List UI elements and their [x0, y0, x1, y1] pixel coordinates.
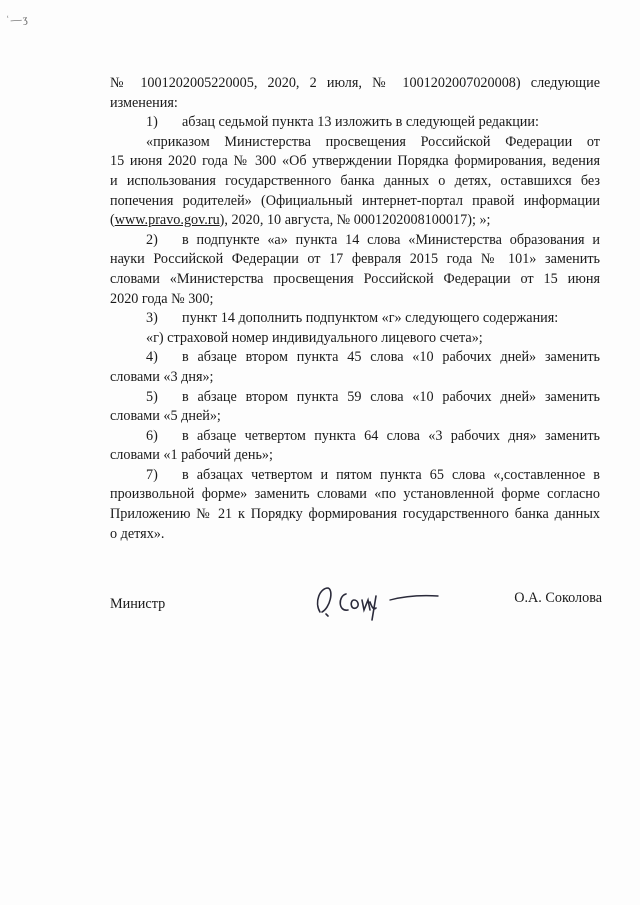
body-line: № 1001202005220005, 2020, 2 июля, № 1001202007020008) следующие	[110, 75, 600, 91]
list-item-text: в абзаце втором пункта 45 слова «10 рабочих дней» заменить	[182, 349, 600, 366]
signature-block	[110, 580, 602, 620]
corner-handwritten-mark: ʿ—ʒ	[5, 13, 29, 27]
list-item-5	[110, 388, 600, 408]
list-item-number: 1)	[146, 114, 158, 131]
paren-text: (	[110, 212, 115, 229]
list-item-3	[110, 309, 600, 329]
body-line: 2020 года № 300;	[110, 290, 214, 307]
body-line: о детях».	[110, 525, 165, 542]
body-line: произвольной форме» заменить словами «по установленной форме согласно	[110, 486, 600, 503]
body-line: попечения родителей» (Официальный интернет-портал правой информации	[110, 192, 600, 209]
list-item-number: 4)	[146, 349, 158, 366]
body-line: словами «1 рабочий день»;	[110, 447, 273, 464]
list-item-text: в абзаце втором пункта 59 слова «10 рабочих дней» заменить	[182, 388, 600, 405]
signatory-name: О.А. Соколова	[514, 590, 602, 606]
signatory-title: Министр	[110, 596, 166, 612]
body-line: «приказом Министерства просвещения Российской Федерации от	[146, 133, 600, 150]
list-item-text: в абзаце четвертом пункта 64 слова «3 рабочих дня» заменить	[182, 427, 600, 444]
document-body	[110, 74, 600, 544]
list-item-1	[110, 113, 600, 133]
body-line: Приложению № 21 к Порядку формирования государственного банка данных	[110, 506, 600, 523]
list-item-6	[110, 427, 600, 447]
list-item-text: в абзацах четвертом и пятом пункта 65 слова «,составленное в	[182, 466, 600, 483]
body-line: и использования государственного банка данных о детях, оставшихся без	[110, 172, 600, 189]
body-line: науки Российской Федерации от 17 февраля 2015 года № 101» заменить	[110, 251, 600, 268]
body-line: изменения:	[110, 94, 178, 111]
list-item-text: абзац седьмой пункта 13 изложить в следующей редакции:	[182, 114, 539, 131]
source-link[interactable]: www.pravo.gov.ru	[114, 212, 220, 229]
list-item-4	[110, 348, 600, 368]
list-item-2	[110, 231, 600, 251]
body-line	[110, 211, 600, 231]
list-item-number: 6)	[146, 427, 158, 444]
body-line: словами «Министерства просвещения Российской Федерации от 15 июня	[110, 270, 600, 287]
list-item-number: 5)	[146, 388, 158, 405]
list-item-text: в подпункте «а» пункта 14 слова «Министерства образования и	[182, 231, 600, 248]
body-text: ), 2020, 10 августа, № 0001202008100017); »;	[219, 212, 491, 229]
body-line: «г) страховой номер индивидуального лицевого счета»;	[146, 329, 483, 346]
list-item-text: пункт 14 дополнить подпунктом «г» следующего содержания:	[182, 310, 559, 327]
body-line: 15 июня 2020 года № 300 «Об утверждении Порядка формирования, ведения	[110, 153, 600, 170]
list-item-7	[110, 466, 600, 486]
body-line: словами «3 дня»;	[110, 368, 214, 385]
list-item-number: 3)	[146, 310, 158, 327]
handwritten-signature	[310, 578, 440, 622]
list-item-number: 2)	[146, 231, 158, 248]
body-line: словами «5 дней»;	[110, 408, 221, 425]
list-item-number: 7)	[146, 466, 158, 483]
